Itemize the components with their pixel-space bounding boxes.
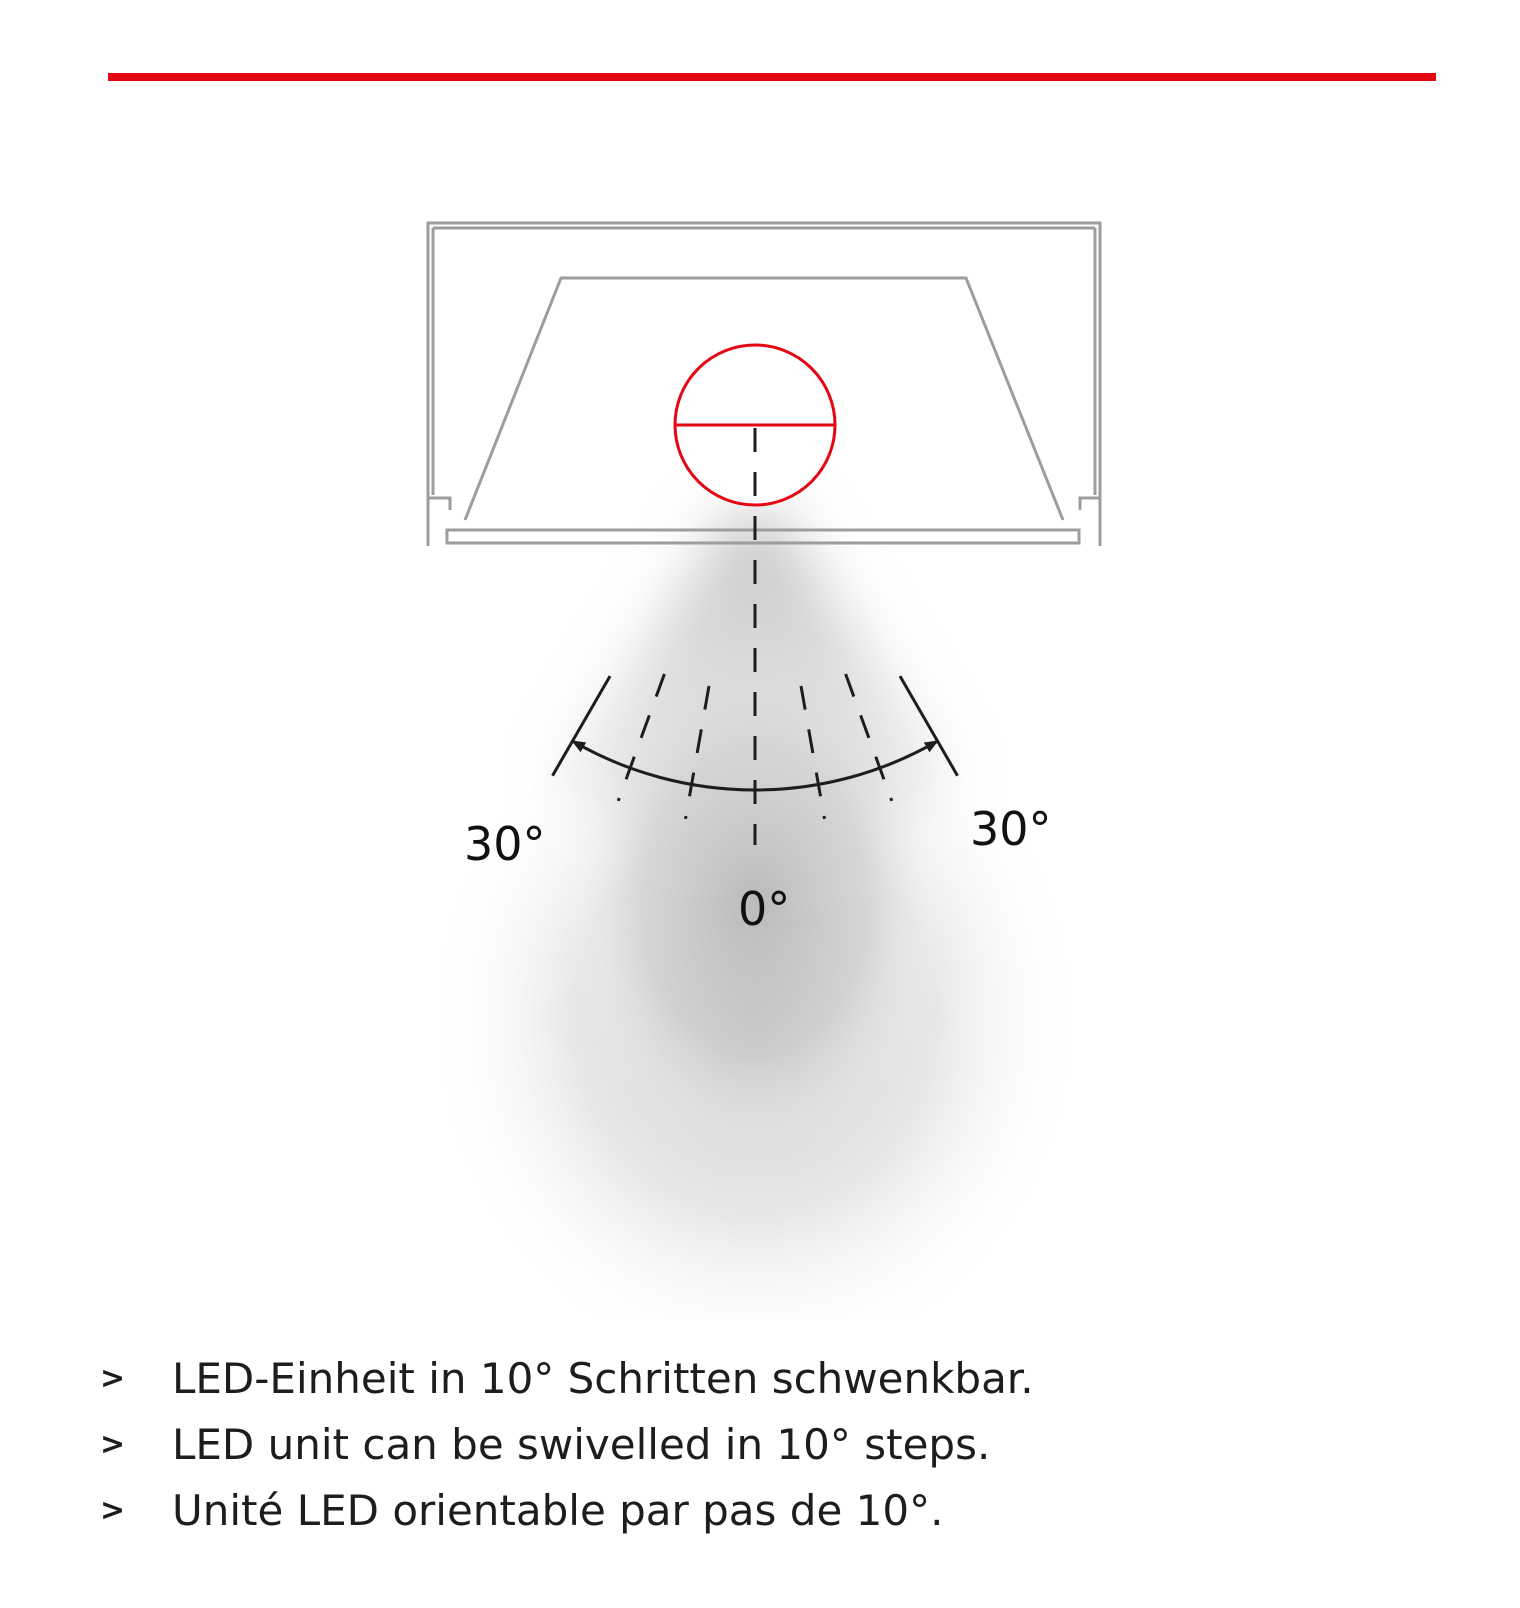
note-text: LED-Einheit in 10° Schritten schwenkbar. bbox=[172, 1353, 1034, 1403]
angle-right-label: 30° bbox=[970, 802, 1052, 856]
angle-center-label: 0° bbox=[738, 882, 791, 936]
angle-left-label: 30° bbox=[464, 817, 546, 871]
feature-notes bbox=[100, 1345, 1034, 1543]
note-text: Unité LED orientable par pas de 10°. bbox=[172, 1485, 944, 1535]
bullet-arrow-icon: > bbox=[100, 1426, 126, 1462]
bullet-arrow-icon: > bbox=[100, 1360, 126, 1396]
note-text: LED unit can be swivelled in 10° steps. bbox=[172, 1419, 991, 1469]
right-clip bbox=[1080, 498, 1100, 510]
note-german bbox=[100, 1345, 1034, 1411]
bullet-arrow-icon: > bbox=[100, 1492, 126, 1528]
note-french bbox=[100, 1477, 1034, 1543]
note-english bbox=[100, 1411, 1034, 1477]
